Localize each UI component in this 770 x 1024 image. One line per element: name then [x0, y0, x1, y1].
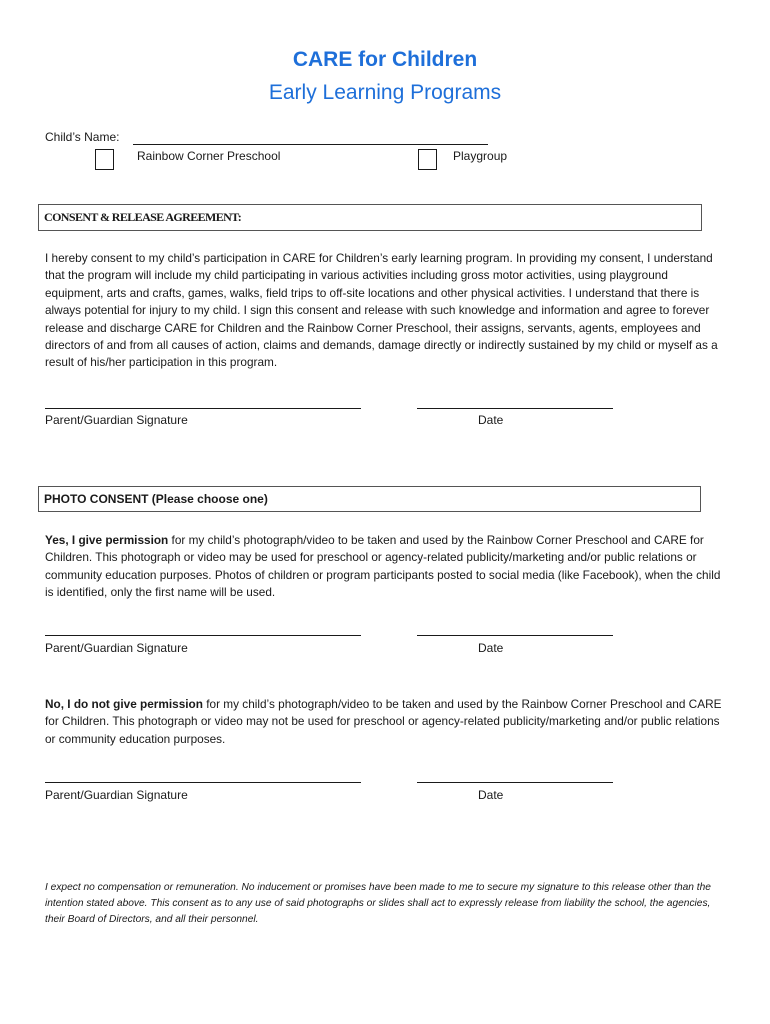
consent-date-label: Date — [478, 413, 504, 427]
child-name-field[interactable] — [133, 144, 488, 145]
photo-no-bold: No, I do not give permission — [45, 697, 203, 711]
photo-no-date-line[interactable] — [417, 782, 613, 783]
consent-date-line[interactable] — [417, 408, 613, 409]
photo-consent-heading-text: PHOTO CONSENT (Please choose one) — [44, 492, 268, 506]
photo-yes-date-label: Date — [478, 641, 504, 655]
child-name-label: Child’s Name: — [45, 130, 120, 144]
page-title: CARE for Children — [292, 48, 478, 71]
rainbow-corner-label: Rainbow Corner Preschool — [137, 149, 281, 163]
photo-no-signature-line[interactable] — [45, 782, 361, 783]
consent-release-body: I hereby consent to my child’s participation in CARE for Children’s early learning program. In providing my consent, I understand that the program will include my child participating in various activities including gross motor activities, using playground equipment, arts and crafts, games, walks, field trips to off-site locations and other physical activities. I understand that there is always potential for injury to my child. I sign this consent and release with such knowledge and information and agree to forever release and discharge CARE for Children and the Rainbow Corner Preschool, their assigns, servants, agents, employees and directors of and from all causes of action, claims and demands, damage directly or indirectly sustained by my child or myself as a result of his/her participation in this program. — [45, 251, 718, 370]
photo-no-text: for my child’s photograph/video to be taken and used by the Rainbow Corner Preschool and CARE for Children. This photograph or video may not be used for preschool or agency-related publicity/marketing and/or public relations or community education purposes. — [45, 697, 722, 746]
photo-consent-heading — [38, 486, 701, 512]
photo-yes-date-line[interactable] — [417, 635, 613, 636]
photo-yes-text: for my child’s photograph/video to be taken and used by the Rainbow Corner Preschool and CARE for Children. This photograph or video may be used for preschool or agency-related publicity/marketing and/or public relations or community education purposes. Photos of children or program participants posted to social media (like Facebook), when the child is identified, only the first name will be used. — [45, 533, 721, 600]
photo-no-signature-label: Parent/Guardian Signature — [45, 788, 188, 802]
consent-release-heading-text: CONSENT & RELEASE AGREEMENT: — [44, 210, 242, 224]
photo-yes-paragraph — [45, 532, 725, 602]
photo-no-date-label: Date — [478, 788, 504, 802]
playgroup-label: Playgroup — [453, 149, 508, 163]
photo-yes-signature-line[interactable] — [45, 635, 361, 636]
photo-yes-bold: Yes, I give permission — [45, 533, 169, 547]
rainbow-corner-checkbox[interactable] — [95, 149, 114, 170]
release-footer-note: I expect no compensation or remuneration. No inducement or promises have been made to me to secure my signature to this release other than the intention stated above. This consent as to any use of said photographs or slides shall act to expressly release from liability the school, the agencies, their Board of Directors, and all their personnel. — [45, 882, 711, 926]
page-subtitle: Early Learning Programs — [268, 81, 502, 104]
playgroup-checkbox[interactable] — [418, 149, 437, 170]
consent-signature-line[interactable] — [45, 408, 361, 409]
photo-no-paragraph — [45, 696, 725, 748]
photo-yes-signature-label: Parent/Guardian Signature — [45, 641, 188, 655]
consent-signature-label: Parent/Guardian Signature — [45, 413, 188, 427]
consent-release-heading — [38, 204, 702, 231]
